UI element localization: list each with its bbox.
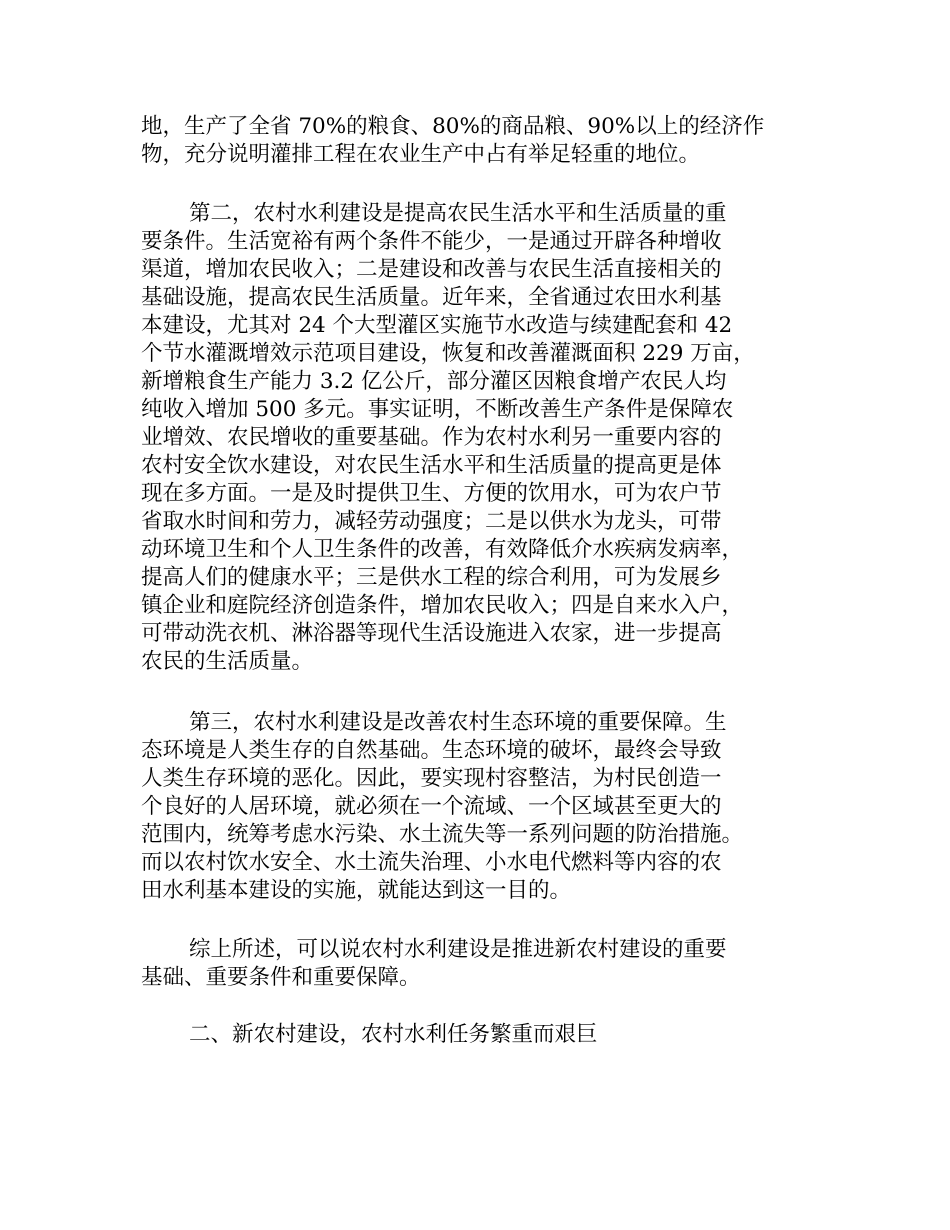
text-line: 新增粮食生产能力 3.2 亿公斤，部分灌区因粮食增产农民人均 [141,369,727,394]
text-line: 要条件。生活宽裕有两个条件不能少，一是通过开辟各种增收 [141,229,722,254]
paragraph-third-point [141,709,821,905]
text-line: 农村安全饮水建设，对农民生活水平和生活质量的提高更是体 [141,453,722,478]
text-line: 基础设施，提高农民生活质量。近年来，全省通过农田水利基 [141,285,722,310]
text-line: 第三，农村水利建设是改善农村生态环境的重要保障。生 [189,710,727,735]
paragraph-summary [141,936,821,992]
text-line: 纯收入增加 500 多元。事实证明，不断改善生产条件是保障农 [141,397,734,422]
text-line: 态环境是人类生存的自然基础。生态环境的破坏，最终会导致 [141,738,722,763]
text-line: 农民的生活质量。 [141,649,314,674]
section-heading [141,1021,821,1049]
paragraph-continuation [141,113,821,169]
text-line: 而以农村饮水安全、水土流失治理、小水电代燃料等内容的农 [141,850,722,875]
text-line: 动环境卫生和个人卫生条件的改善，有效降低介水疾病发病率， [141,537,744,562]
text-line: 个节水灌溉增效示范项目建设，恢复和改善灌溉面积 229 万亩， [141,341,755,366]
text-line: 范围内，统筹考虑水污染、水土流失等一系列问题的防治措施。 [141,822,744,847]
text-line: 综上所述，可以说农村水利建设是推进新农村建设的重要 [189,937,727,962]
text-line: 基础、重要条件和重要保障。 [141,965,421,990]
section-heading-text: 二、新农村建设，农村水利任务繁重而艰巨 [189,1022,598,1047]
text-line: 提高人们的健康水平；三是供水工程的综合利用，可为发展乡 [141,565,722,590]
text-line: 可带动洗衣机、淋浴器等现代生活设施进入农家，进一步提高 [141,621,722,646]
text-line: 省取水时间和劳力，减轻劳动强度；二是以供水为龙头，可带 [141,509,722,534]
text-line: 业增效、农民增收的重要基础。作为农村水利另一重要内容的 [141,425,722,450]
text-line: 个良好的人居环境，就必须在一个流域、一个区域甚至更大的 [141,794,722,819]
text-line: 物，充分说明灌排工程在农业生产中占有举足轻重的地位。 [141,142,701,167]
text-line: 田水利基本建设的实施，就能达到这一目的。 [141,878,572,903]
text-line: 人类生存环境的恶化。因此，要实现村容整洁，为村民创造一 [141,766,722,791]
text-line: 镇企业和庭院经济创造条件，增加农民收入；四是自来水入户， [141,593,744,618]
paragraph-second-point [141,200,821,676]
text-line: 地，生产了全省 70%的粮食、80%的商品粮、90%以上的经济作 [141,114,765,139]
text-line: 渠道，增加农民收入；二是建设和改善与农民生活直接相关的 [141,257,722,282]
text-line: 本建设，尤其对 24 个大型灌区实施节水改造与续建配套和 42 [141,313,733,338]
text-line: 现在多方面。一是及时提供卫生、方便的饮用水，可为农户节 [141,481,722,506]
text-line: 第二，农村水利建设是提高农民生活水平和生活质量的重 [189,201,727,226]
